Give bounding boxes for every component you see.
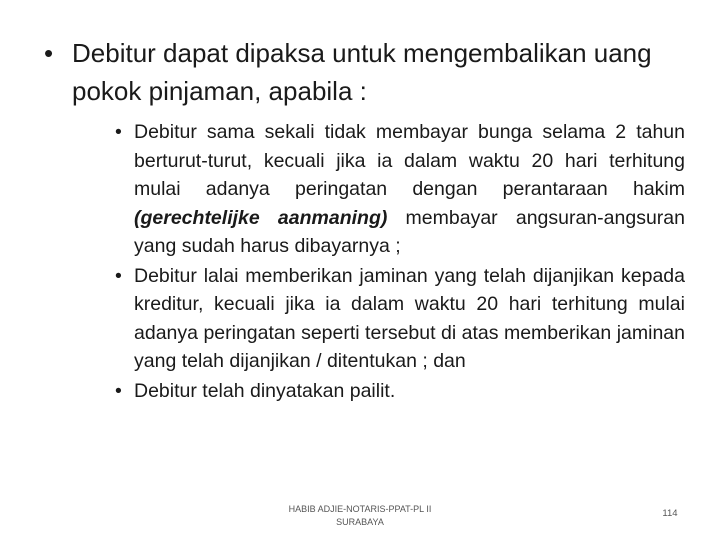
sub-bullet-item	[115, 118, 685, 261]
bullet-icon: •	[115, 264, 122, 287]
main-bullet	[44, 34, 684, 110]
sub-bullet-text: Debitur lalai memberikan jaminan yang telah dijanjikan kepada kreditur, kecuali jika ia dalam waktu 20 hari terhitung mulai adanya peringatan seperti tersebut di atas memberikan jaminan yang telah dijanjikan / ditentukan ; dan	[134, 264, 685, 372]
sub-bullet-item	[115, 377, 685, 406]
footer-author	[275, 503, 445, 529]
footer-author-line: SURABAYA	[336, 517, 384, 527]
sub-bullet-text-part: membayar angsuran-angsuran yang sudah harus dibayarnya ;	[134, 206, 685, 257]
sub-bullet-text: Debitur telah dinyatakan pailit.	[134, 379, 396, 402]
page-number: 114	[662, 508, 678, 519]
sub-bullet-list	[115, 118, 685, 406]
sub-bullet-text-part: Debitur sama sekali tidak membayar bunga selama 2 tahun berturut-turut, kecuali jika ia dalam waktu 20 hari terhitung mulai adanya peringatan dengan perantaraan hakim	[134, 121, 685, 200]
bullet-icon: •	[115, 121, 122, 143]
footer-author-line: HABIB ADJIE-NOTARIS-PPAT-PL II	[288, 504, 432, 514]
main-bullet-text: Debitur dapat dipaksa untuk mengembalikan uang pokok pinjaman, apabila :	[72, 38, 652, 106]
bullet-icon: •	[115, 379, 122, 402]
sub-bullet-text	[134, 118, 685, 261]
bullet-icon: •	[44, 38, 54, 68]
emphasis-term: (gerechtelijke aanmaning)	[134, 206, 388, 229]
sub-bullet-item	[115, 262, 685, 376]
